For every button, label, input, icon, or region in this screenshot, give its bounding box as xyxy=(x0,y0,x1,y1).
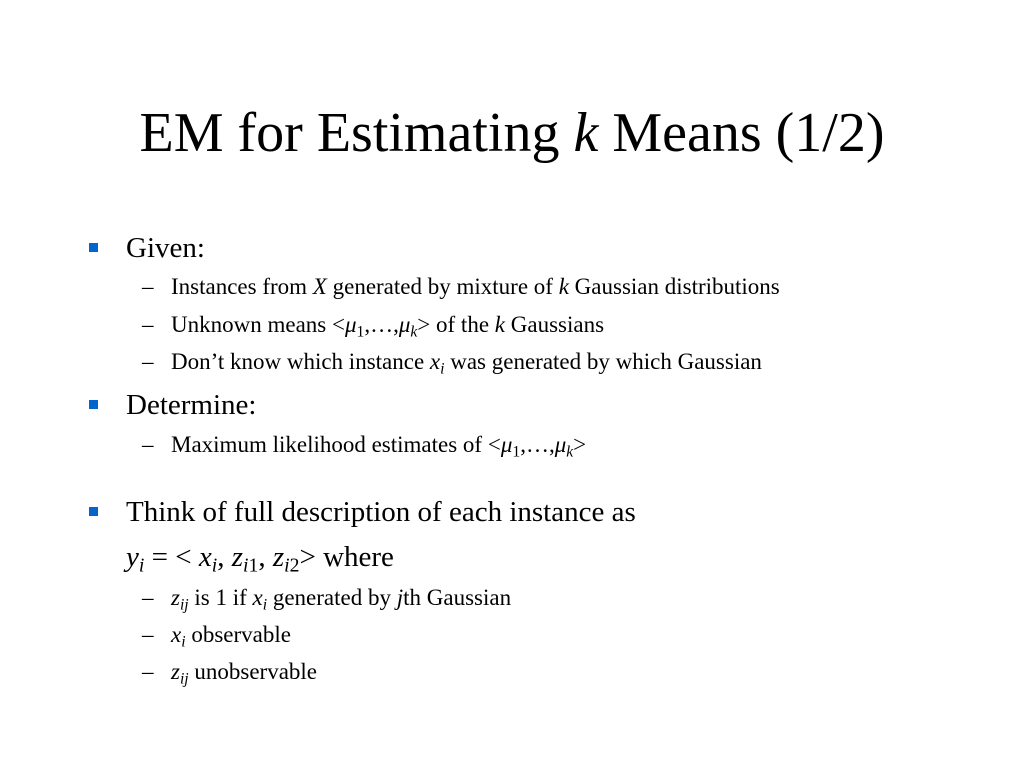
dash-icon: – xyxy=(142,312,154,337)
think-label: Think of full description of each instance as xyxy=(126,496,636,528)
title-text-2: Means (1/2) xyxy=(598,102,885,164)
dash-icon: – xyxy=(142,274,154,299)
title-text-1: EM for Estimating xyxy=(139,102,574,164)
dash-icon: – xyxy=(142,659,154,684)
dash-icon: – xyxy=(142,585,154,610)
slide-title xyxy=(0,98,1024,168)
think-item-1: – $z_{ij}$ is 1 if $x_i$ generated by jth Gaussian xyxy=(142,585,512,614)
square-bullet-icon xyxy=(89,243,98,252)
dash-icon: – xyxy=(142,622,154,647)
title-k: k xyxy=(573,102,599,164)
think-formula: $y_i$ = < $x_i$, $z_{i1}$, $z_{i2}>$ where xyxy=(126,541,394,577)
bullet-think xyxy=(126,494,636,530)
square-bullet-icon xyxy=(89,400,98,409)
given-item-1: – Instances from X generated by mixture of k Gaussian distributions xyxy=(171,272,780,302)
given-label: Given: xyxy=(126,232,205,264)
dash-icon: – xyxy=(142,349,154,374)
determine-item-1: – Maximum likelihood estimates of $<\mu_1,\dots,\mu_k>$ xyxy=(142,432,587,461)
given-item-2: – Unknown means $<\mu_1,\dots,\mu_k>$ of the k Gaussians xyxy=(142,312,605,341)
given-item-3: – Don’t know which instance $x_i$ was generated by which Gaussian xyxy=(142,349,762,378)
square-bullet-icon xyxy=(89,507,98,516)
bullet-given xyxy=(126,230,205,266)
determine-label: Determine: xyxy=(126,389,257,421)
think-item-2: – $x_i$ observable xyxy=(142,622,291,651)
bullet-determine xyxy=(126,387,256,423)
dash-icon: – xyxy=(142,432,154,457)
think-item-3: – $z_{ij}$ unobservable xyxy=(142,659,318,688)
